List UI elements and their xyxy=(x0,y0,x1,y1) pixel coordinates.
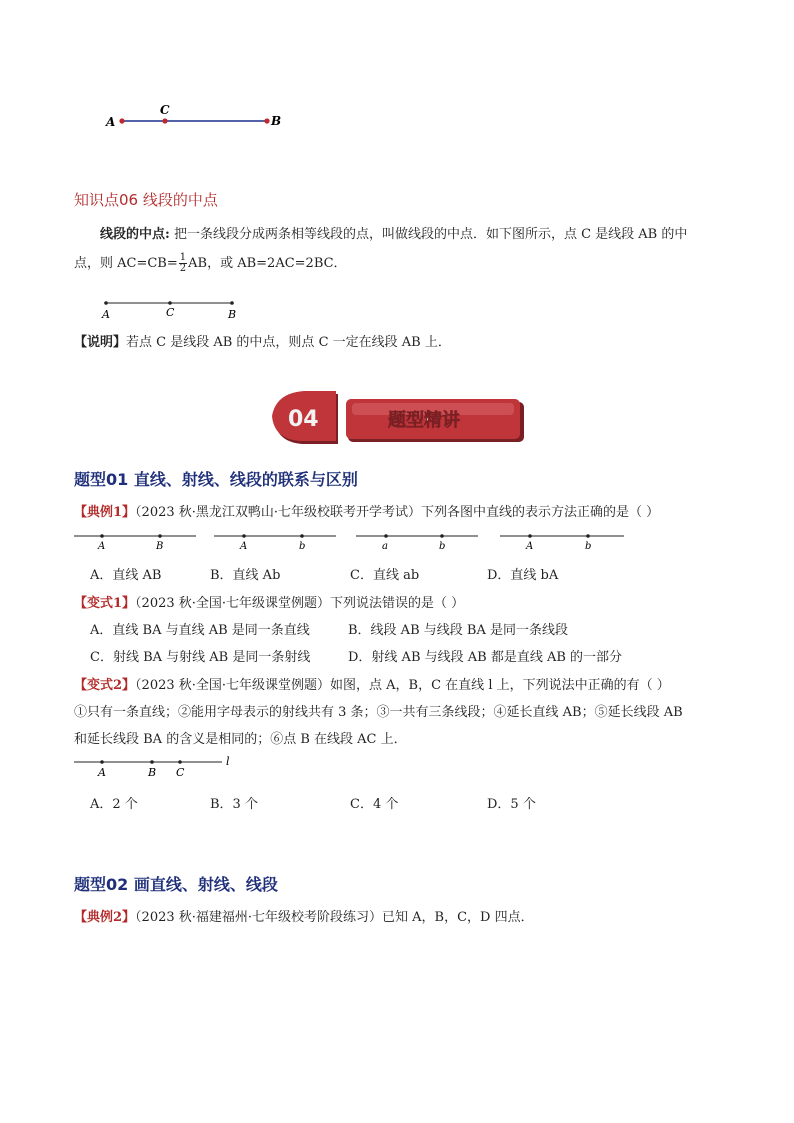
kp06-note-label: 【说明】 xyxy=(74,335,127,350)
ex1-fig-1-point-2 xyxy=(158,534,162,538)
var2-point-a xyxy=(100,760,104,764)
ex1-fig-3-label-2: b xyxy=(439,541,446,552)
label-c: C xyxy=(160,103,170,117)
frac-numerator: 1 xyxy=(179,252,187,263)
ex1-fig-4-label-1: A xyxy=(526,541,534,552)
ex1-label: 【典例1】 xyxy=(74,505,136,520)
kp06-heading: 知识点06 线段的中点 xyxy=(74,191,218,209)
ex1-fig-3-label-1: a xyxy=(382,541,388,552)
var2-option-a[interactable]: A．2 个 xyxy=(90,797,138,812)
ex1-fig-1-label-1: A xyxy=(98,541,106,552)
var1-option-a[interactable]: A．直线 BA 与直线 AB 是同一条直线 xyxy=(90,623,310,638)
ex1-fig-3-point-1 xyxy=(384,534,388,538)
var2-point-b xyxy=(150,760,154,764)
kp06-label-c: C xyxy=(166,306,175,319)
point-c xyxy=(162,118,167,123)
kp06-label-b: B xyxy=(228,308,237,321)
var2-line3: 和延长线段 BA 的含义是相同的；⑥点 B 在线段 AC 上． xyxy=(74,732,407,747)
frac-denominator: 2 xyxy=(179,263,187,274)
type01-heading: 题型01 直线、射线、线段的联系与区别 xyxy=(74,470,358,489)
label-a: A xyxy=(106,115,116,129)
var2-option-d[interactable]: D．5 个 xyxy=(487,797,536,812)
var1-text: （2023 秋·全国·七年级课堂例题）下列说法错误的是（ ） xyxy=(135,596,465,611)
var2-option-b[interactable]: B．3 个 xyxy=(210,797,258,812)
ex1-option-d[interactable]: D．直线 bA xyxy=(487,568,559,583)
ex1-fig-1 xyxy=(74,534,196,552)
var2-figure xyxy=(70,753,250,779)
ex1-fig-4-point-2 xyxy=(586,534,590,538)
banner-title: 题型精讲 xyxy=(388,410,460,431)
ex2-text: （2023 秋·福建福州·七年级校考阶段练习）已知 A，B，C，D 四点． xyxy=(135,910,534,925)
kp06-def-label: 线段的中点: xyxy=(100,227,170,242)
var2-point-c xyxy=(178,760,182,764)
banner-number: 04 xyxy=(288,407,319,432)
var2-label-c: C xyxy=(176,766,185,779)
ex1-fig-2-label-1: A xyxy=(240,541,248,552)
ex1-option-c[interactable]: C．直线 ab xyxy=(350,568,420,583)
section-banner xyxy=(268,388,528,448)
kp06-def-text2b: AB，或 AB=2AC=2BC． xyxy=(188,256,347,271)
kp06-point-a xyxy=(104,301,108,305)
kp06-point-b xyxy=(230,301,234,305)
point-b xyxy=(264,118,269,123)
ex1-option-b[interactable]: B．直线 Ab xyxy=(210,568,281,583)
ex1-fig-1-label-2: B xyxy=(156,541,164,552)
var2-label-l: l xyxy=(226,755,230,768)
point-a xyxy=(119,118,124,123)
kp06-def-line1 xyxy=(100,223,687,242)
kp06-note xyxy=(74,331,451,350)
ex1-text: （2023 秋·黑龙江双鸭山·七年级校联考开学考试）下列各图中直线的表示方法正确的是（ ） xyxy=(135,505,660,520)
ex1-question xyxy=(74,501,659,520)
ex1-fig-1-point-1 xyxy=(100,534,104,538)
ex1-option-a[interactable]: A．直线 AB xyxy=(90,568,162,583)
var1-label: 【变式1】 xyxy=(74,596,136,611)
ex1-fig-3-point-2 xyxy=(440,534,444,538)
ex1-figures xyxy=(70,528,630,552)
type02-heading: 题型02 画直线、射线、线段 xyxy=(74,875,278,894)
ex1-fig-4-point-1 xyxy=(528,534,532,538)
kp06-point-c xyxy=(168,301,172,305)
ex1-fig-2 xyxy=(214,534,336,552)
var2-text: （2023 秋·全国·七年级课堂例题）如图，点 A，B，C 在直线 l 上，下列说法中正确的有（ ） xyxy=(135,678,670,693)
kp06-def-text2a: 点，则 AC=CB= xyxy=(74,256,178,271)
kp06-fraction xyxy=(179,253,187,274)
ex1-fig-2-label-2: b xyxy=(299,541,306,552)
var1-option-b[interactable]: B．线段 AB 与线段 BA 是同一条线段 xyxy=(348,623,568,638)
var2-label-b: B xyxy=(148,766,157,779)
kp06-def-line2 xyxy=(74,252,347,274)
ex1-fig-2-point-1 xyxy=(242,534,246,538)
label-b: B xyxy=(271,114,282,128)
ex2-label: 【典例2】 xyxy=(74,910,136,925)
var2-label: 【变式2】 xyxy=(74,678,136,693)
kp06-def-text1: 把一条线段分成两条相等线段的点，叫做线段的中点．如下图所示，点 C 是线段 AB 的中 xyxy=(173,227,688,242)
ex1-fig-4 xyxy=(500,534,624,552)
ex1-fig-3 xyxy=(356,534,478,552)
top-segment-figure xyxy=(100,100,300,135)
kp06-figure xyxy=(98,294,248,322)
ex2-question xyxy=(74,906,534,925)
var2-question xyxy=(74,674,670,693)
var1-option-d[interactable]: D．射线 AB 与线段 AB 都是直线 AB 的一部分 xyxy=(348,650,623,665)
ex1-fig-2-point-2 xyxy=(300,534,304,538)
ex1-fig-4-label-2: b xyxy=(585,541,592,552)
kp06-note-text: 若点 C 是线段 AB 的中点，则点 C 一定在线段 AB 上． xyxy=(126,335,451,350)
var1-question xyxy=(74,592,464,611)
var2-line2: ①只有一条直线；②能用字母表示的射线共有 3 条；③一共有三条线段；④延长直线 AB；⑤延长线段 AB xyxy=(74,705,683,720)
var2-option-c[interactable]: C．4 个 xyxy=(350,797,399,812)
kp06-label-a: A xyxy=(102,308,110,321)
var2-label-a: A xyxy=(98,766,106,779)
var1-option-c[interactable]: C．射线 BA 与射线 AB 是同一条射线 xyxy=(90,650,311,665)
